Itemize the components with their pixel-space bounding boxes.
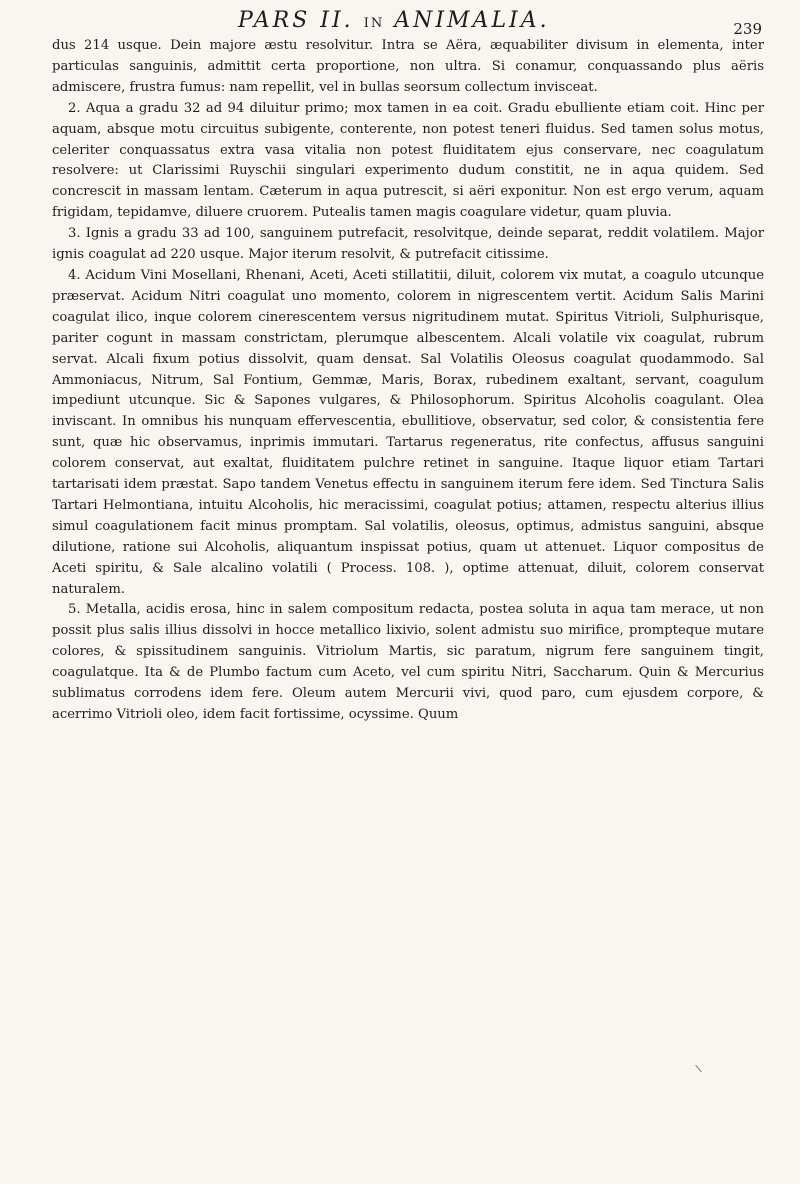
page-number: 239 xyxy=(733,20,762,38)
running-head-pars: PARS II. xyxy=(238,8,354,33)
page-header xyxy=(0,8,800,38)
paragraph-continuation: dus 214 usque. Dein majore æstu resolvitur. Intra se Aëra, æquabiliter divisum in elementa, inter particulas sanguinis, admittit certa proportione, non ultra. Si conamur, conquassando plus aëris admiscere, frustra fumus: nam repellit, vel in bullas seorsum collectum invisceat. xyxy=(52,38,764,95)
paragraph-3-ignis: 3. Ignis a gradu 33 ad 100, sanguinem putrefacit, resolvitque, deinde separat, reddit volatilem. Major ignis coagulat ad 220 usque. Major iterum resolvit, & putrefacit citissime. xyxy=(52,226,764,263)
paragraph-5-metalla: 5. Metalla, acidis erosa, hinc in salem compositum redacta, postea soluta in aqua tam merace, ut non possit plus salis illius dissolvi in hocce metallico lixivio, solent admistu suo mirifice, prompteque mutare colores, & spissitudinem sanguinis. Vitriolum Martis, sic paratum, nigrum fere sanguinem tingit, coagulatque. Ita & de Plumbo factum cum Aceto, vel cum spiritu Nitri, Saccharum. Quin & Mercurius sublimatus corrodens idem fere. Oleum autem Mercurii vivi, quod paro, cum ejusdem corpore, & acerrimo Vitrioli oleo, idem facit fortissime, ocyssime. Quum xyxy=(52,602,764,722)
running-head-in: IN xyxy=(363,16,385,31)
running-head xyxy=(238,8,550,33)
paragraph-2-aqua: 2. Aqua a gradu 32 ad 94 diluitur primo; mox tamen in ea coit. Gradu ebulliente etiam coit. Hinc per aquam, absque motu circuitus subigente, conterente, non potest teneri fluidus. Sed tamen solus motus, celeriter conquassatus extra vasa vitalia non potest fluiditatem ejus conservare, nec coagulatum resolvere: ut Clarissimi Ruyschii singulari experimento dudum constitit, ne in aqua quidem. Sed concrescit in massam lentam. Cæterum in aqua putrescit, si aëri exponitur. Non est ergo verum, aquam frigidam, tepidamve, diluere cruorem. Putealis tamen magis coagulare videtur, quam pluvia. xyxy=(52,100,764,221)
running-head-animalia: ANIMALIA. xyxy=(394,8,550,33)
body-text xyxy=(52,36,764,726)
stray-mark xyxy=(695,1065,702,1073)
paragraph-4-acidum: 4. Acidum Vini Mosellani, Rhenani, Aceti, Aceti stillatitii, diluit, colorem vix mutat, a coagulo utcunque præservat. Acidum Nitri coagulat uno momento, colorem in nigrescentem vertit. Acidum Salis Marini coagulat ilico, inque colorem cinerescentem versus nigritudinem mutat. Spiritus Vitrioli, Sulphurisque, pariter cogunt in massam constrictam, plerumque albescentem. Alcali volatile vix coagulat, rubrum servat. Alcali fixum potius dissolvit, quam densat. Sal Volatilis Oleosus coagulat quodammodo. Sal Ammoniacus, Nitrum, Sal Fontium, Gemmæ, Maris, Borax, rubedinem exaltant, servant, coagulum impediunt utcunque. Sic & Sapones vulgares, & Philosophorum. Spiritus Alcoholis coagulant. Olea inviscant. In omnibus his nunquam effervescentia, ebullitiove, observatur, sed color, & consistentia fere sunt, quæ hic observamus, inprimis immutari. Tartarus regeneratus, rite confectus, affusus sanguini colorem conservat, aut exaltat, fluiditatem pulchre retinet in sanguine. Itaque liquor etiam Tartari tartarisati idem præstat. Sapo tandem Venetus effectu in sanguinem iterum fere idem. Sed Tinctura Salis Tartari Helmontiana, intuitu Alcoholis, hic meracissimi, coagulat potius; attamen, respectu alterius illius simul coagulationem facit minus promptam. Sal volatilis, oleosus, optimus, admistus sanguini, absque dilutione, ratione sui Alcoholis, aliquantum inspissat potius, quam ut attenuet. Liquor compositus de Aceti spiritu, & Sale alcalino volatili ( Process. 108. ), optime attenuat, diluit, colorem conservat naturalem. xyxy=(52,267,764,597)
